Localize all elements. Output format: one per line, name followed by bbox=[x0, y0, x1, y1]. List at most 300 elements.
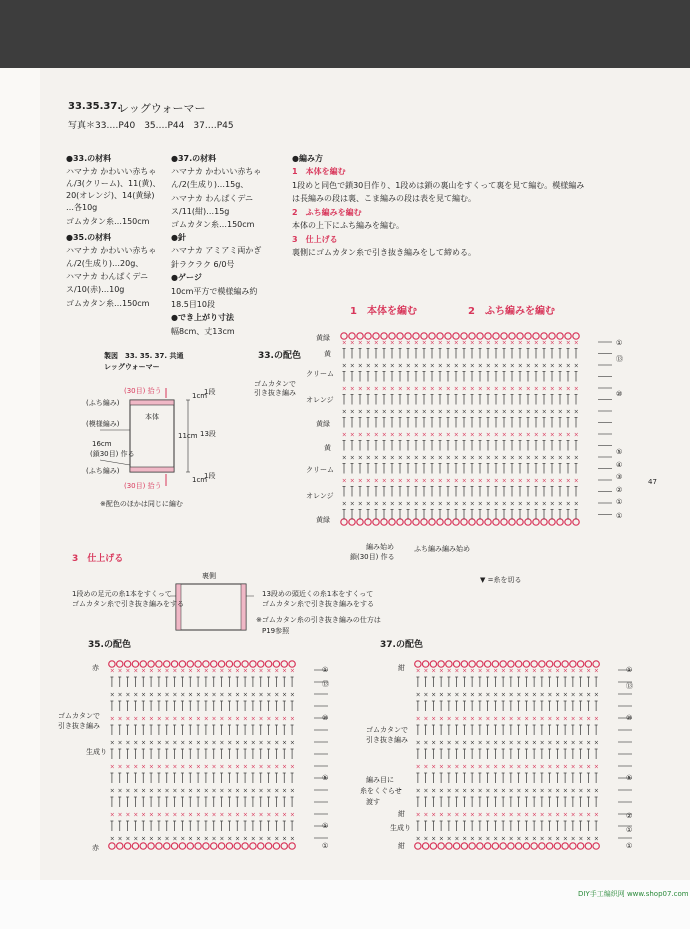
materials-33-line: ん/3(クリーム)、11(黄)、 bbox=[66, 179, 161, 188]
chart37-row-number: ① bbox=[626, 666, 633, 674]
sc-stitch: × bbox=[461, 362, 467, 370]
sc-stitch: × bbox=[565, 408, 571, 416]
sc-stitch: × bbox=[446, 835, 452, 843]
sc-stitch: × bbox=[454, 811, 460, 819]
edge-stitch bbox=[585, 661, 591, 667]
chart37-row-number: ⑤ bbox=[626, 774, 633, 782]
materials-35-title: ●35.の材料 bbox=[66, 233, 112, 242]
sc-stitch: × bbox=[547, 715, 553, 723]
sc-stitch: × bbox=[429, 477, 435, 485]
sc-stitch: × bbox=[477, 339, 483, 347]
sc-stitch: × bbox=[423, 811, 429, 819]
sc-stitch: × bbox=[341, 431, 347, 439]
sc-stitch: × bbox=[141, 739, 147, 747]
sc-stitch: × bbox=[493, 385, 499, 393]
sc-stitch: × bbox=[500, 811, 506, 819]
edge-stitch bbox=[430, 843, 436, 849]
sc-stitch: × bbox=[501, 477, 507, 485]
edge-stitch bbox=[484, 661, 490, 667]
edge-stitch bbox=[492, 843, 498, 849]
sc-stitch: × bbox=[477, 477, 483, 485]
sc-stitch: × bbox=[397, 431, 403, 439]
sc-stitch: × bbox=[203, 787, 209, 795]
sc-stitch: × bbox=[373, 408, 379, 416]
chart35-row-number: ⑩ bbox=[322, 714, 329, 722]
schematic-edge-top: (ふち編み) bbox=[86, 399, 120, 407]
sc-stitch: × bbox=[250, 667, 256, 675]
chart35-row-number: ⑤ bbox=[322, 774, 329, 782]
sc-stitch: × bbox=[462, 739, 468, 747]
sc-stitch: × bbox=[517, 408, 523, 416]
chart33-color-row: 黄 bbox=[324, 444, 331, 452]
sc-stitch: × bbox=[211, 739, 217, 747]
sc-stitch: × bbox=[266, 811, 272, 819]
sc-stitch: × bbox=[413, 339, 419, 347]
sc-stitch: × bbox=[437, 408, 443, 416]
sc-stitch: × bbox=[438, 715, 444, 723]
sc-stitch: × bbox=[578, 739, 584, 747]
sc-stitch: × bbox=[148, 739, 154, 747]
sc-stitch: × bbox=[242, 763, 248, 771]
sc-stitch: × bbox=[381, 408, 387, 416]
sc-stitch: × bbox=[156, 739, 162, 747]
sc-stitch: × bbox=[524, 715, 530, 723]
schematic-pick-bottom: (30目) 拾う bbox=[124, 482, 162, 490]
sc-stitch: × bbox=[438, 835, 444, 843]
sc-stitch: × bbox=[541, 454, 547, 462]
sc-stitch: × bbox=[235, 739, 241, 747]
sc-stitch: × bbox=[469, 362, 475, 370]
sc-stitch: × bbox=[389, 408, 395, 416]
sc-stitch: × bbox=[397, 477, 403, 485]
edge-stitch bbox=[422, 661, 428, 667]
sc-stitch: × bbox=[524, 691, 530, 699]
sc-stitch: × bbox=[341, 408, 347, 416]
sc-stitch: × bbox=[586, 739, 592, 747]
sc-stitch: × bbox=[431, 715, 437, 723]
sc-stitch: × bbox=[357, 385, 363, 393]
schematic-title: 製図 33. 35. 37. 共通 bbox=[104, 352, 184, 360]
sc-stitch: × bbox=[148, 763, 154, 771]
sc-stitch: × bbox=[547, 691, 553, 699]
sc-stitch: × bbox=[164, 835, 170, 843]
sc-stitch: × bbox=[557, 362, 563, 370]
sc-stitch: × bbox=[485, 385, 491, 393]
sc-stitch: × bbox=[525, 362, 531, 370]
sc-stitch: × bbox=[485, 408, 491, 416]
sc-stitch: × bbox=[211, 763, 217, 771]
sc-stitch: × bbox=[570, 715, 576, 723]
sc-stitch: × bbox=[431, 787, 437, 795]
sc-stitch: × bbox=[547, 787, 553, 795]
sc-stitch: × bbox=[211, 835, 217, 843]
finished-size-line: 幅8cm、丈13cm bbox=[171, 327, 235, 336]
schematic-dim-1cm-top: 1cm bbox=[192, 392, 208, 400]
sc-stitch: × bbox=[557, 454, 563, 462]
sc-stitch: × bbox=[445, 454, 451, 462]
sc-stitch: × bbox=[509, 408, 515, 416]
sc-stitch: × bbox=[541, 477, 547, 485]
sc-stitch: × bbox=[148, 787, 154, 795]
sc-stitch: × bbox=[469, 477, 475, 485]
sc-stitch: × bbox=[469, 339, 475, 347]
sc-stitch: × bbox=[493, 691, 499, 699]
sc-stitch: × bbox=[549, 339, 555, 347]
sc-stitch: × bbox=[461, 408, 467, 416]
edge-stitch bbox=[562, 661, 568, 667]
chart35-natural: 生成り bbox=[86, 748, 107, 756]
sc-stitch: × bbox=[415, 739, 421, 747]
sc-stitch: × bbox=[501, 431, 507, 439]
sc-stitch: × bbox=[156, 667, 162, 675]
sc-stitch: × bbox=[125, 691, 131, 699]
sc-stitch: × bbox=[405, 454, 411, 462]
sc-stitch: × bbox=[431, 763, 437, 771]
sc-stitch: × bbox=[493, 811, 499, 819]
sc-stitch: × bbox=[461, 477, 467, 485]
edge-stitch bbox=[515, 661, 521, 667]
sc-stitch: × bbox=[469, 787, 475, 795]
sc-stitch: × bbox=[172, 667, 178, 675]
sc-stitch: × bbox=[148, 811, 154, 819]
chart37-row-number: ⑩ bbox=[626, 714, 633, 722]
sc-stitch: × bbox=[172, 835, 178, 843]
sc-stitch: × bbox=[203, 763, 209, 771]
pattern-title: レッグウォーマー bbox=[118, 102, 206, 115]
sc-stitch: × bbox=[180, 787, 186, 795]
sc-stitch: × bbox=[274, 763, 280, 771]
sc-stitch: × bbox=[477, 835, 483, 843]
sc-stitch: × bbox=[421, 500, 427, 508]
sc-stitch: × bbox=[533, 362, 539, 370]
sc-stitch: × bbox=[462, 715, 468, 723]
sc-stitch: × bbox=[578, 667, 584, 675]
sc-stitch: × bbox=[415, 763, 421, 771]
sc-stitch: × bbox=[282, 811, 288, 819]
sc-stitch: × bbox=[445, 500, 451, 508]
sc-stitch: × bbox=[421, 339, 427, 347]
sc-stitch: × bbox=[541, 500, 547, 508]
finish-note-1: ※ゴムカタン糸の引き抜き編みの仕方は bbox=[256, 616, 381, 624]
sc-stitch: × bbox=[438, 763, 444, 771]
sc-stitch: × bbox=[541, 362, 547, 370]
sc-stitch: × bbox=[266, 691, 272, 699]
chart33-row-number: ⑤ bbox=[616, 448, 623, 456]
sc-stitch: × bbox=[405, 500, 411, 508]
sc-stitch: × bbox=[485, 431, 491, 439]
edge-stitch bbox=[523, 843, 529, 849]
chart37-navy-mid: 紺 bbox=[398, 810, 405, 818]
sc-stitch: × bbox=[531, 835, 537, 843]
sc-stitch: × bbox=[549, 477, 555, 485]
edge-stitch bbox=[446, 843, 452, 849]
sc-stitch: × bbox=[549, 431, 555, 439]
edge-stitch bbox=[477, 661, 483, 667]
sc-stitch: × bbox=[381, 385, 387, 393]
sc-stitch: × bbox=[462, 691, 468, 699]
sc-stitch: × bbox=[469, 667, 475, 675]
sc-stitch: × bbox=[109, 739, 115, 747]
sc-stitch: × bbox=[164, 811, 170, 819]
edge-stitch bbox=[500, 843, 506, 849]
sc-stitch: × bbox=[461, 385, 467, 393]
sc-stitch: × bbox=[469, 715, 475, 723]
sc-stitch: × bbox=[429, 454, 435, 462]
sc-stitch: × bbox=[578, 715, 584, 723]
sc-stitch: × bbox=[156, 787, 162, 795]
edge-stitch bbox=[585, 843, 591, 849]
sc-stitch: × bbox=[493, 835, 499, 843]
sc-stitch: × bbox=[565, 500, 571, 508]
sc-stitch: × bbox=[453, 431, 459, 439]
sc-stitch: × bbox=[533, 431, 539, 439]
chart35-red-bottom: 赤 bbox=[92, 844, 99, 852]
sc-stitch: × bbox=[156, 835, 162, 843]
sc-stitch: × bbox=[365, 431, 371, 439]
sc-stitch: × bbox=[469, 385, 475, 393]
edge-stitch bbox=[531, 843, 537, 849]
chart35-row-number: ⑬ bbox=[322, 680, 329, 688]
sc-stitch: × bbox=[180, 763, 186, 771]
chart35-red-top: 赤 bbox=[92, 664, 99, 672]
sc-stitch: × bbox=[389, 431, 395, 439]
sc-stitch: × bbox=[349, 362, 355, 370]
sc-stitch: × bbox=[570, 667, 576, 675]
sc-stitch: × bbox=[477, 431, 483, 439]
sc-stitch: × bbox=[405, 431, 411, 439]
sc-stitch: × bbox=[203, 691, 209, 699]
sc-stitch: × bbox=[539, 715, 545, 723]
sc-stitch: × bbox=[125, 811, 131, 819]
sc-stitch: × bbox=[266, 739, 272, 747]
sc-stitch: × bbox=[266, 835, 272, 843]
edge-stitch bbox=[484, 843, 490, 849]
sc-stitch: × bbox=[413, 408, 419, 416]
sc-stitch: × bbox=[500, 715, 506, 723]
sc-stitch: × bbox=[485, 500, 491, 508]
sc-stitch: × bbox=[357, 431, 363, 439]
sc-stitch: × bbox=[235, 667, 241, 675]
sc-stitch: × bbox=[555, 763, 561, 771]
sc-stitch: × bbox=[557, 477, 563, 485]
sc-stitch: × bbox=[516, 787, 522, 795]
chart33-edge-start: ふち編み編み始め bbox=[414, 545, 470, 553]
sc-stitch: × bbox=[445, 477, 451, 485]
chart-heading-body: 1 本体を編む bbox=[350, 306, 417, 317]
gauge-line: 18.5目10段 bbox=[171, 300, 215, 309]
edge-stitch bbox=[539, 661, 545, 667]
sc-stitch: × bbox=[148, 691, 154, 699]
sc-stitch: × bbox=[423, 667, 429, 675]
sc-stitch: × bbox=[195, 787, 201, 795]
sc-stitch: × bbox=[462, 763, 468, 771]
finish-back-label: 裏側 bbox=[202, 572, 216, 580]
sc-stitch: × bbox=[117, 715, 123, 723]
sc-stitch: × bbox=[227, 691, 233, 699]
sc-stitch: × bbox=[397, 408, 403, 416]
sc-stitch: × bbox=[477, 715, 483, 723]
sc-stitch: × bbox=[469, 431, 475, 439]
sc-stitch: × bbox=[500, 691, 506, 699]
sc-stitch: × bbox=[453, 362, 459, 370]
schematic-subtitle: レッグウォーマー bbox=[104, 363, 160, 371]
materials-37-line: ス/11(紺)…15g bbox=[171, 207, 230, 216]
sc-stitch: × bbox=[282, 691, 288, 699]
sc-stitch: × bbox=[509, 362, 515, 370]
sc-stitch: × bbox=[341, 385, 347, 393]
schematic-dim-1cm-bottom: 1cm bbox=[192, 476, 208, 484]
sc-stitch: × bbox=[493, 339, 499, 347]
sc-stitch: × bbox=[423, 739, 429, 747]
sc-stitch: × bbox=[117, 835, 123, 843]
sc-stitch: × bbox=[341, 477, 347, 485]
sc-stitch: × bbox=[508, 763, 514, 771]
sc-stitch: × bbox=[531, 811, 537, 819]
sc-stitch: × bbox=[219, 763, 225, 771]
sc-stitch: × bbox=[172, 715, 178, 723]
sc-stitch: × bbox=[462, 787, 468, 795]
sc-stitch: × bbox=[508, 835, 514, 843]
sc-stitch: × bbox=[485, 362, 491, 370]
sc-stitch: × bbox=[250, 691, 256, 699]
sc-stitch: × bbox=[172, 763, 178, 771]
sc-stitch: × bbox=[477, 667, 483, 675]
sc-stitch: × bbox=[413, 385, 419, 393]
sc-stitch: × bbox=[274, 835, 280, 843]
sc-stitch: × bbox=[493, 739, 499, 747]
sc-stitch: × bbox=[539, 691, 545, 699]
sc-stitch: × bbox=[242, 739, 248, 747]
sc-stitch: × bbox=[133, 811, 139, 819]
method-step-1-text: 1段めと同色で鎖30目作り、1段めは鎖の裏山をすくって裏を見て編む。模様編み bbox=[292, 181, 585, 190]
sc-stitch: × bbox=[415, 667, 421, 675]
sc-stitch: × bbox=[235, 715, 241, 723]
sc-stitch: × bbox=[593, 835, 599, 843]
sc-stitch: × bbox=[453, 339, 459, 347]
sc-stitch: × bbox=[547, 763, 553, 771]
sc-stitch: × bbox=[438, 739, 444, 747]
sc-stitch: × bbox=[501, 362, 507, 370]
sc-stitch: × bbox=[188, 763, 194, 771]
sc-stitch: × bbox=[415, 787, 421, 795]
sc-stitch: × bbox=[531, 715, 537, 723]
sc-stitch: × bbox=[533, 477, 539, 485]
sc-stitch: × bbox=[477, 500, 483, 508]
sc-stitch: × bbox=[274, 811, 280, 819]
sc-stitch: × bbox=[500, 763, 506, 771]
sc-stitch: × bbox=[429, 362, 435, 370]
chart33-row-number: ② bbox=[616, 486, 623, 494]
sc-stitch: × bbox=[493, 408, 499, 416]
sc-stitch: × bbox=[573, 339, 579, 347]
sc-stitch: × bbox=[274, 667, 280, 675]
sc-stitch: × bbox=[539, 835, 545, 843]
sc-stitch: × bbox=[429, 385, 435, 393]
sc-stitch: × bbox=[211, 811, 217, 819]
chart37-row-number: ① bbox=[626, 842, 633, 850]
edge-stitch bbox=[453, 661, 459, 667]
sc-stitch: × bbox=[485, 835, 491, 843]
sc-stitch: × bbox=[415, 715, 421, 723]
sc-stitch: × bbox=[125, 787, 131, 795]
sc-stitch: × bbox=[485, 477, 491, 485]
chart33-row-number: ① bbox=[616, 512, 623, 520]
sc-stitch: × bbox=[541, 385, 547, 393]
sc-stitch: × bbox=[109, 787, 115, 795]
sc-stitch: × bbox=[172, 787, 178, 795]
edge-stitch bbox=[469, 661, 475, 667]
sc-stitch: × bbox=[493, 500, 499, 508]
sc-stitch: × bbox=[557, 408, 563, 416]
sc-stitch: × bbox=[477, 408, 483, 416]
schematic-edge-bottom: (ふち編み) bbox=[86, 467, 120, 475]
sc-stitch: × bbox=[164, 691, 170, 699]
sc-stitch: × bbox=[235, 691, 241, 699]
sc-stitch: × bbox=[405, 339, 411, 347]
sc-stitch: × bbox=[437, 500, 443, 508]
sc-stitch: × bbox=[524, 835, 530, 843]
sc-stitch: × bbox=[133, 691, 139, 699]
sc-stitch: × bbox=[141, 763, 147, 771]
sc-stitch: × bbox=[289, 715, 295, 723]
sc-stitch: × bbox=[525, 339, 531, 347]
sc-stitch: × bbox=[421, 454, 427, 462]
schematic-note: ※配色のほかは同じに編む bbox=[100, 500, 183, 508]
method-step-1-text: は長編みの段は裏、こま編みの段は表を見て編む。 bbox=[292, 194, 476, 203]
sc-stitch: × bbox=[570, 811, 576, 819]
chart37-row-number: ② bbox=[626, 812, 633, 820]
sc-stitch: × bbox=[365, 339, 371, 347]
sc-stitch: × bbox=[429, 500, 435, 508]
sc-stitch: × bbox=[421, 408, 427, 416]
edge-stitch bbox=[508, 843, 514, 849]
sc-stitch: × bbox=[227, 835, 233, 843]
chart33-label: 33.の配色 bbox=[258, 351, 301, 361]
sc-stitch: × bbox=[141, 667, 147, 675]
sc-stitch: × bbox=[541, 339, 547, 347]
sc-stitch: × bbox=[454, 763, 460, 771]
sc-stitch: × bbox=[282, 667, 288, 675]
gauge-line: 10cm平方で模様編み約 bbox=[171, 287, 258, 296]
sc-stitch: × bbox=[274, 715, 280, 723]
needle-title: ●針 bbox=[171, 233, 186, 242]
sc-stitch: × bbox=[381, 362, 387, 370]
sc-stitch: × bbox=[509, 431, 515, 439]
sc-stitch: × bbox=[437, 477, 443, 485]
edge-stitch bbox=[446, 661, 452, 667]
chart35-row-number: ① bbox=[322, 822, 329, 830]
sc-stitch: × bbox=[413, 431, 419, 439]
sc-stitch: × bbox=[525, 477, 531, 485]
sc-stitch: × bbox=[219, 691, 225, 699]
sc-stitch: × bbox=[549, 500, 555, 508]
sc-stitch: × bbox=[211, 715, 217, 723]
sc-stitch: × bbox=[227, 739, 233, 747]
finish-left-1: 1段めの足元の糸1本をすくって bbox=[72, 590, 172, 598]
sc-stitch: × bbox=[381, 500, 387, 508]
sc-stitch: × bbox=[525, 454, 531, 462]
sc-stitch: × bbox=[555, 691, 561, 699]
materials-33-title: ●33.の材料 bbox=[66, 154, 112, 163]
sc-stitch: × bbox=[562, 715, 568, 723]
sc-stitch: × bbox=[172, 691, 178, 699]
sc-stitch: × bbox=[365, 408, 371, 416]
sc-stitch: × bbox=[180, 811, 186, 819]
sc-stitch: × bbox=[573, 500, 579, 508]
chart33-color-row: クリーム bbox=[306, 466, 334, 474]
sc-stitch: × bbox=[469, 454, 475, 462]
sc-stitch: × bbox=[195, 667, 201, 675]
